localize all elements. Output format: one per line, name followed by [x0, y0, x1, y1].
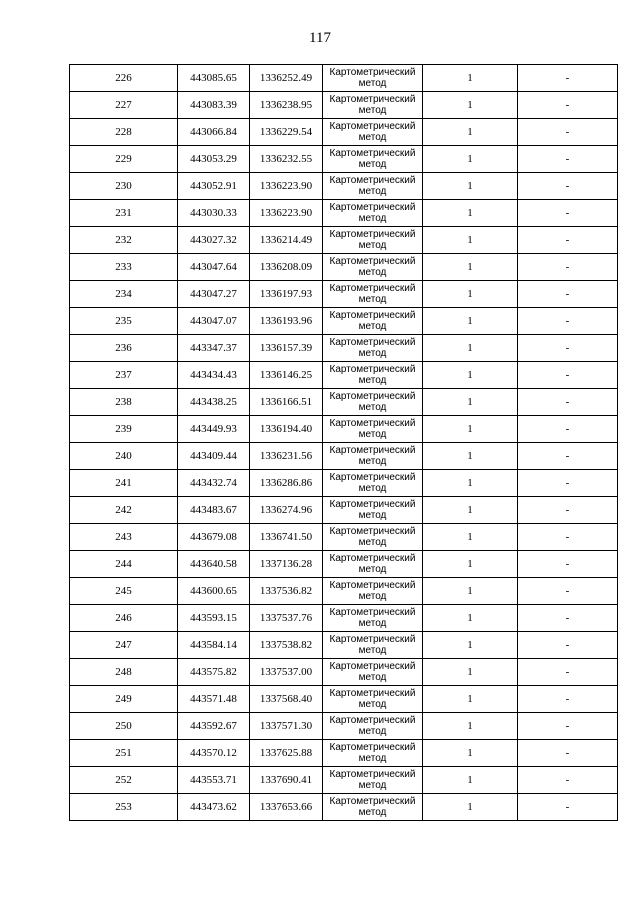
note-cell: -	[518, 92, 618, 119]
method-line1: Картометрический	[329, 715, 416, 726]
point-number-cell: 235	[70, 308, 178, 335]
count-cell: 1	[423, 65, 518, 92]
y-coordinate-cell: 1337536.82	[250, 578, 323, 605]
note-cell: -	[518, 659, 618, 686]
table-row	[70, 92, 618, 119]
count-cell: 1	[423, 119, 518, 146]
note-cell: -	[518, 308, 618, 335]
y-coordinate-cell: 1336741.50	[250, 524, 323, 551]
count-cell: 1	[423, 794, 518, 821]
count-cell: 1	[423, 497, 518, 524]
method-cell	[323, 794, 423, 821]
method-line1: Картометрический	[329, 391, 416, 402]
method-line1: Картометрический	[329, 121, 416, 132]
x-coordinate-cell: 443438.25	[178, 389, 250, 416]
method-line2: метод	[358, 618, 387, 629]
method-cell	[323, 659, 423, 686]
table-row	[70, 470, 618, 497]
method-line1: Картометрический	[329, 580, 416, 591]
x-coordinate-cell: 443047.07	[178, 308, 250, 335]
point-number-cell: 226	[70, 65, 178, 92]
y-coordinate-cell: 1337690.41	[250, 767, 323, 794]
table-row	[70, 632, 618, 659]
method-cell	[323, 686, 423, 713]
method-cell	[323, 713, 423, 740]
method-line1: Картометрический	[329, 445, 416, 456]
table-row	[70, 281, 618, 308]
y-coordinate-cell: 1337625.88	[250, 740, 323, 767]
point-number-cell: 228	[70, 119, 178, 146]
method-cell	[323, 362, 423, 389]
note-cell: -	[518, 362, 618, 389]
method-cell	[323, 227, 423, 254]
method-line1: Картометрический	[329, 283, 416, 294]
point-number-cell: 243	[70, 524, 178, 551]
x-coordinate-cell: 443052.91	[178, 173, 250, 200]
method-line1: Картометрический	[329, 229, 416, 240]
note-cell: -	[518, 497, 618, 524]
method-cell	[323, 524, 423, 551]
method-line2: метод	[358, 807, 387, 818]
y-coordinate-cell: 1337538.82	[250, 632, 323, 659]
count-cell: 1	[423, 443, 518, 470]
count-cell: 1	[423, 632, 518, 659]
method-line1: Картометрический	[329, 634, 416, 645]
note-cell: -	[518, 632, 618, 659]
method-line2: метод	[358, 780, 387, 791]
note-cell: -	[518, 524, 618, 551]
count-cell: 1	[423, 173, 518, 200]
x-coordinate-cell: 443432.74	[178, 470, 250, 497]
count-cell: 1	[423, 146, 518, 173]
note-cell: -	[518, 65, 618, 92]
note-cell: -	[518, 254, 618, 281]
table-row	[70, 362, 618, 389]
table-row	[70, 713, 618, 740]
y-coordinate-cell: 1336166.51	[250, 389, 323, 416]
method-line2: метод	[358, 483, 387, 494]
point-number-cell: 230	[70, 173, 178, 200]
count-cell: 1	[423, 389, 518, 416]
y-coordinate-cell: 1336231.56	[250, 443, 323, 470]
method-line2: метод	[358, 267, 387, 278]
method-line2: метод	[358, 564, 387, 575]
y-coordinate-cell: 1336229.54	[250, 119, 323, 146]
count-cell: 1	[423, 578, 518, 605]
y-coordinate-cell: 1336194.40	[250, 416, 323, 443]
note-cell: -	[518, 578, 618, 605]
point-number-cell: 252	[70, 767, 178, 794]
note-cell: -	[518, 767, 618, 794]
x-coordinate-cell: 443030.33	[178, 200, 250, 227]
x-coordinate-cell: 443473.62	[178, 794, 250, 821]
note-cell: -	[518, 551, 618, 578]
y-coordinate-cell: 1337653.66	[250, 794, 323, 821]
point-number-cell: 248	[70, 659, 178, 686]
x-coordinate-cell: 443347.37	[178, 335, 250, 362]
x-coordinate-cell: 443600.65	[178, 578, 250, 605]
table-row	[70, 65, 618, 92]
note-cell: -	[518, 281, 618, 308]
method-line1: Картометрический	[329, 175, 416, 186]
method-line1: Картометрический	[329, 94, 416, 105]
y-coordinate-cell: 1336238.95	[250, 92, 323, 119]
y-coordinate-cell: 1336286.86	[250, 470, 323, 497]
y-coordinate-cell: 1336223.90	[250, 173, 323, 200]
y-coordinate-cell: 1337571.30	[250, 713, 323, 740]
x-coordinate-cell: 443066.84	[178, 119, 250, 146]
point-number-cell: 241	[70, 470, 178, 497]
x-coordinate-cell: 443409.44	[178, 443, 250, 470]
note-cell: -	[518, 740, 618, 767]
x-coordinate-cell: 443449.93	[178, 416, 250, 443]
method-cell	[323, 470, 423, 497]
table-row	[70, 200, 618, 227]
method-cell	[323, 200, 423, 227]
method-line1: Картометрический	[329, 688, 416, 699]
count-cell: 1	[423, 362, 518, 389]
table-row	[70, 740, 618, 767]
method-cell	[323, 281, 423, 308]
method-line2: метод	[358, 321, 387, 332]
note-cell: -	[518, 416, 618, 443]
y-coordinate-cell: 1336197.93	[250, 281, 323, 308]
x-coordinate-cell: 443434.43	[178, 362, 250, 389]
method-line1: Картометрический	[329, 661, 416, 672]
x-coordinate-cell: 443083.39	[178, 92, 250, 119]
point-number-cell: 250	[70, 713, 178, 740]
x-coordinate-cell: 443085.65	[178, 65, 250, 92]
table-row	[70, 524, 618, 551]
note-cell: -	[518, 470, 618, 497]
method-cell	[323, 767, 423, 794]
method-line2: метод	[358, 402, 387, 413]
x-coordinate-cell: 443584.14	[178, 632, 250, 659]
method-line2: метод	[358, 726, 387, 737]
count-cell: 1	[423, 659, 518, 686]
point-number-cell: 247	[70, 632, 178, 659]
table-row	[70, 605, 618, 632]
method-cell	[323, 605, 423, 632]
x-coordinate-cell: 443575.82	[178, 659, 250, 686]
method-cell	[323, 551, 423, 578]
table-row	[70, 227, 618, 254]
method-line1: Картометрический	[329, 607, 416, 618]
method-cell	[323, 92, 423, 119]
point-number-cell: 244	[70, 551, 178, 578]
count-cell: 1	[423, 254, 518, 281]
x-coordinate-cell: 443053.29	[178, 146, 250, 173]
method-line2: метод	[358, 213, 387, 224]
table-row	[70, 497, 618, 524]
count-cell: 1	[423, 551, 518, 578]
table-row	[70, 659, 618, 686]
note-cell: -	[518, 389, 618, 416]
coordinates-table	[69, 64, 618, 821]
count-cell: 1	[423, 686, 518, 713]
y-coordinate-cell: 1336223.90	[250, 200, 323, 227]
method-cell	[323, 308, 423, 335]
method-cell	[323, 740, 423, 767]
table-row	[70, 794, 618, 821]
method-line1: Картометрический	[329, 337, 416, 348]
table-row	[70, 551, 618, 578]
method-cell	[323, 173, 423, 200]
method-line1: Картометрический	[329, 526, 416, 537]
y-coordinate-cell: 1336193.96	[250, 308, 323, 335]
count-cell: 1	[423, 605, 518, 632]
method-cell	[323, 65, 423, 92]
method-line1: Картометрический	[329, 418, 416, 429]
x-coordinate-cell: 443047.27	[178, 281, 250, 308]
note-cell: -	[518, 686, 618, 713]
point-number-cell: 253	[70, 794, 178, 821]
method-line2: метод	[358, 753, 387, 764]
y-coordinate-cell: 1336232.55	[250, 146, 323, 173]
method-line2: метод	[358, 375, 387, 386]
table-row	[70, 254, 618, 281]
method-line2: метод	[358, 105, 387, 116]
page-number: 117	[309, 30, 331, 46]
note-cell: -	[518, 200, 618, 227]
y-coordinate-cell: 1336157.39	[250, 335, 323, 362]
table-row	[70, 416, 618, 443]
count-cell: 1	[423, 227, 518, 254]
count-cell: 1	[423, 335, 518, 362]
method-line2: метод	[358, 240, 387, 251]
note-cell: -	[518, 119, 618, 146]
method-line2: метод	[358, 456, 387, 467]
table-body	[70, 65, 618, 821]
method-line2: метод	[358, 186, 387, 197]
count-cell: 1	[423, 713, 518, 740]
method-line2: метод	[358, 294, 387, 305]
method-line2: метод	[358, 132, 387, 143]
method-cell	[323, 443, 423, 470]
point-number-cell: 251	[70, 740, 178, 767]
point-number-cell: 231	[70, 200, 178, 227]
note-cell: -	[518, 605, 618, 632]
point-number-cell: 245	[70, 578, 178, 605]
table-row	[70, 767, 618, 794]
point-number-cell: 240	[70, 443, 178, 470]
point-number-cell: 229	[70, 146, 178, 173]
method-cell	[323, 416, 423, 443]
method-cell	[323, 578, 423, 605]
x-coordinate-cell: 443483.67	[178, 497, 250, 524]
point-number-cell: 242	[70, 497, 178, 524]
x-coordinate-cell: 443592.67	[178, 713, 250, 740]
method-line2: метод	[358, 672, 387, 683]
method-cell	[323, 254, 423, 281]
point-number-cell: 237	[70, 362, 178, 389]
method-line1: Картометрический	[329, 67, 416, 78]
point-number-cell: 227	[70, 92, 178, 119]
point-number-cell: 233	[70, 254, 178, 281]
method-line1: Картометрический	[329, 148, 416, 159]
note-cell: -	[518, 335, 618, 362]
table-row	[70, 686, 618, 713]
x-coordinate-cell: 443679.08	[178, 524, 250, 551]
count-cell: 1	[423, 416, 518, 443]
method-line2: метод	[358, 159, 387, 170]
table-row	[70, 173, 618, 200]
y-coordinate-cell: 1337537.00	[250, 659, 323, 686]
count-cell: 1	[423, 524, 518, 551]
table-row	[70, 389, 618, 416]
count-cell: 1	[423, 281, 518, 308]
point-number-cell: 232	[70, 227, 178, 254]
method-line2: метод	[358, 645, 387, 656]
point-number-cell: 239	[70, 416, 178, 443]
y-coordinate-cell: 1336274.96	[250, 497, 323, 524]
x-coordinate-cell: 443553.71	[178, 767, 250, 794]
method-line1: Картометрический	[329, 364, 416, 375]
method-cell	[323, 497, 423, 524]
table-row	[70, 119, 618, 146]
method-line2: метод	[358, 537, 387, 548]
method-cell	[323, 119, 423, 146]
x-coordinate-cell: 443027.32	[178, 227, 250, 254]
note-cell: -	[518, 227, 618, 254]
method-line1: Картометрический	[329, 553, 416, 564]
count-cell: 1	[423, 200, 518, 227]
y-coordinate-cell: 1336208.09	[250, 254, 323, 281]
x-coordinate-cell: 443640.58	[178, 551, 250, 578]
point-number-cell: 249	[70, 686, 178, 713]
count-cell: 1	[423, 470, 518, 497]
method-line1: Картометрический	[329, 310, 416, 321]
method-line1: Картометрический	[329, 499, 416, 510]
point-number-cell: 238	[70, 389, 178, 416]
x-coordinate-cell: 443593.15	[178, 605, 250, 632]
count-cell: 1	[423, 308, 518, 335]
method-line1: Картометрический	[329, 796, 416, 807]
note-cell: -	[518, 443, 618, 470]
table-row	[70, 443, 618, 470]
method-cell	[323, 146, 423, 173]
method-line2: метод	[358, 591, 387, 602]
table-row	[70, 308, 618, 335]
method-line1: Картометрический	[329, 202, 416, 213]
x-coordinate-cell: 443570.12	[178, 740, 250, 767]
point-number-cell: 234	[70, 281, 178, 308]
method-cell	[323, 632, 423, 659]
method-line2: метод	[358, 348, 387, 359]
method-line1: Картометрический	[329, 472, 416, 483]
method-line1: Картометрический	[329, 769, 416, 780]
y-coordinate-cell: 1336214.49	[250, 227, 323, 254]
method-line2: метод	[358, 429, 387, 440]
x-coordinate-cell: 443571.48	[178, 686, 250, 713]
method-line2: метод	[358, 510, 387, 521]
y-coordinate-cell: 1337136.28	[250, 551, 323, 578]
note-cell: -	[518, 146, 618, 173]
table-row	[70, 146, 618, 173]
y-coordinate-cell: 1336252.49	[250, 65, 323, 92]
y-coordinate-cell: 1337537.76	[250, 605, 323, 632]
note-cell: -	[518, 173, 618, 200]
method-cell	[323, 389, 423, 416]
y-coordinate-cell: 1336146.25	[250, 362, 323, 389]
count-cell: 1	[423, 92, 518, 119]
point-number-cell: 236	[70, 335, 178, 362]
method-line1: Картометрический	[329, 742, 416, 753]
y-coordinate-cell: 1337568.40	[250, 686, 323, 713]
count-cell: 1	[423, 767, 518, 794]
count-cell: 1	[423, 740, 518, 767]
method-line1: Картометрический	[329, 256, 416, 267]
point-number-cell: 246	[70, 605, 178, 632]
x-coordinate-cell: 443047.64	[178, 254, 250, 281]
table-row	[70, 578, 618, 605]
method-cell	[323, 335, 423, 362]
method-line2: метод	[358, 78, 387, 89]
method-line2: метод	[358, 699, 387, 710]
table-row	[70, 335, 618, 362]
note-cell: -	[518, 794, 618, 821]
note-cell: -	[518, 713, 618, 740]
